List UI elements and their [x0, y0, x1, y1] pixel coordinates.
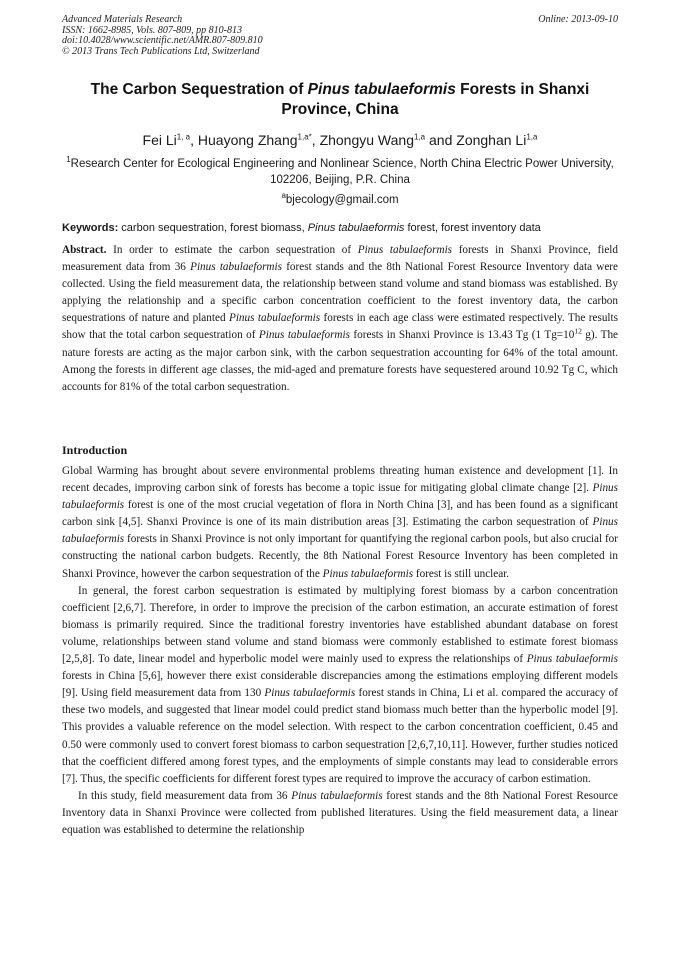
- author-name: Huayong Zhang: [197, 132, 298, 148]
- paragraph: In general, the forest carbon sequestration is estimated by multiplying forest biomass by a carbon concentration coefficient [2,6,7]. Therefore, in order to improve the precision of the carbon estimation, an accurate estimation of forest biomass is primarily required. Since the traditional forestry inventories have established abundant database on forest volume, relationships between stand volume and stand biomass were commonly established to estimate forest biomass [2,5,8]. To date, linear model and hyperbolic model were mainly used to express the relationships of Pinus tabulaeformis forests in China [5,6], however there exist considerable discrepancies among the estimations employing different models [9]. Using field measurement data from 130 Pinus tabulaeformis forest stands in China, Li et al. compared the accuracy of these two models, and suggested that linear model could predict stand biomass much better than the hyperbolic model [9]. This provides a valuable reference on the model selection. With respect to the carbon concentration coefficient, 0.45 and 0.50 were commonly used to convert forest biomass to carbon sequestration [2,6,7,10,11]. However, further studies noticed that the coefficient differed among forest types, and the employments of simple constants may lead to considerable errors [7]. Thus, the specific coefficients for different forest types are required to improve the accuracy of carbon estimation.: [62, 584, 619, 785]
- paragraph: Global Warming has brought about severe environmental problems threating human existence and development [1]. In recent decades, improving carbon sink of forests has become a topic issue for mitigating global climate change [2]. Pinus tabulaeformis forest is one of the most crucial vegetation of flora in North China [3], and has been found as a significant carbon sink [4,5]. Shanxi Province is one of its main distribution areas [3]. Estimating the carbon sequestration of Pinus tabulaeformis forests in Shanxi Province is not only important for quantifying the regional carbon pools, but also crucial for constructing the national carbon budgets. Recently, the 8th National Forest Resource Inventory has been completed in Shanxi Province, however the carbon sequestration of the Pinus tabulaeformis forest is still unclear.: [62, 465, 618, 580]
- author-name: Zonghan Li: [456, 132, 527, 148]
- journal-doi: doi:10.4028/www.scientific.net/AMR.807-809.810: [62, 35, 263, 46]
- abstract: Abstract. In order to estimate the carbon sequestration of Pinus tabulaeformis forests in Shanxi Province, field measurement data from 36 Pinus tabulaeformis forest stands and the 8th National Forest Resource Inventory data were collected. Using the field measurement data, the relationship between stand volume and stand biomass was established. By applying the relationship and a specific carbon concentration coefficient to the forest inventory data, the carbon sequestrations of nature and planted Pinus tabulaeformis forests in each age class were estimated respectively. The results show that the total carbon sequestration of Pinus tabulaeformis forests in Shanxi Province is 13.43 Tg (1 $Tg=10^{12}$ g). The nature forests are acting as the major carbon sink, with the carbon sequestration accounting for 64% of the total amount. Among the forests in different age classes, the mid-aged and premature forests have sequestered around 10.92 Tg C, which accounts for 81% of the total carbon sequestration.: [62, 244, 619, 393]
- abstract-label: Abstract.: [62, 244, 107, 256]
- keywords: Keywords: carbon sequestration, forest biomass, Pinus tabulaeformis forest, forest inventory data: [62, 222, 541, 234]
- paragraph: In this study, field measurement data from 36 Pinus tabulaeformis forest stands and the 8th National Forest Resource Inventory data in Shanxi Province were collected from published literatures. Using the field measurement data, a linear equation was established to determine the relationship: [62, 789, 618, 836]
- keywords-label: Keywords:: [62, 222, 119, 234]
- affiliation: $^1$Research Center for Ecological Engineering and Nonlinear Science, North China Electric Power University, 102206, Beijing, P.R. China: [66, 155, 614, 186]
- introduction-body: [62, 463, 618, 839]
- journal-issn: ISSN: 1662-8985, Vols. 807-809, pp 810-813: [62, 24, 242, 36]
- journal-name: Advanced Materials Research: [62, 14, 183, 25]
- author-email: $^a$bjecology@gmail.com: [281, 191, 399, 206]
- section-heading-introduction: Introduction: [62, 443, 128, 457]
- journal-copyright: © 2013 Trans Tech Publications Ltd, Switzerland: [62, 45, 260, 57]
- online-date: Online: 2013-09-10: [538, 14, 618, 25]
- author-list: Fei Li$^{1, a}$, Huayong Zhang$^{1,a*}$, Zhongyu Wang$^{1,a}$ and Zonghan Li$^{1,a}$: [142, 132, 538, 148]
- paper-title: The Carbon Sequestration of Pinus tabulaeformis Forests in Shanxi Province, China: [90, 81, 590, 118]
- author-name: Fei Li: [142, 132, 177, 148]
- author-name: Zhongyu Wang: [319, 132, 414, 148]
- journal-header: [62, 15, 618, 57]
